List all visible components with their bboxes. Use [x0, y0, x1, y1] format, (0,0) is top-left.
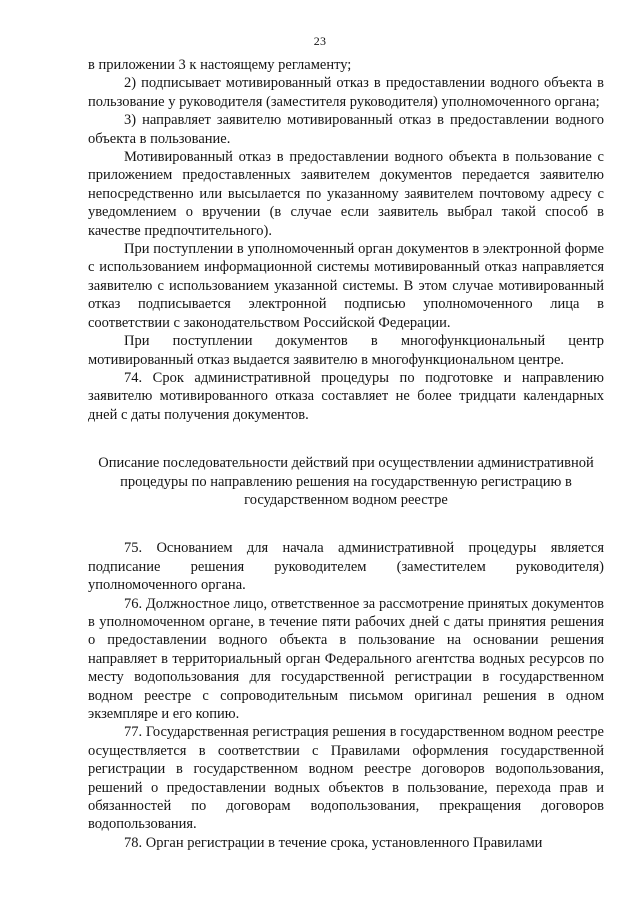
paragraph-76: 76. Должностное лицо, ответственное за рассмотрение принятых документов в уполномоченном органе, в течение пяти рабочих дней с даты принятия решения о предоставлении водного объекта в пользование на основании решения направляет в территориальный орган Федерального агентства водных ресурсов по месту водопользования для государственной регистрации в государственном водном реестре с сопроводительным письмом оригинал решения в одном экземпляре и его копию.	[88, 595, 604, 722]
page-number: 23	[313, 34, 327, 48]
paragraph-item-3: 3) направляет заявителю мотивированный отказ в предоставлении водного объекта в пользование.	[88, 112, 604, 147]
paragraph-78: 78. Орган регистрации в течение срока, установленного Правилами	[124, 834, 543, 851]
paragraph-77: 77. Государственная регистрация решения в государственном водном реестре осуществляется в соответствии с Правилами оформления государственной регистрации в государственном водном реестре договоров водопользования, решений о предоставлении водных объектов в пользование, перехода прав и обязанностей по договорам водопользования, прекращения договоров водопользования.	[88, 724, 604, 833]
paragraph-74: 74. Срок административной процедуры по подготовке и направлению заявителю мотивированного отказа составляет не более тридцати календарных дней с даты получения документов.	[88, 369, 604, 423]
paragraph-75: 75. Основанием для начала административной процедуры является подписание решения руководителем (заместителем руководителя) уполномоченного органа.	[88, 540, 604, 594]
paragraph-refusal-delivery: Мотивированный отказ в предоставлении водного объекта в пользование с приложением предоставленных заявителем документов передается заявителю непосредственно или высылается по указанному заявителем почтовому адресу с уведомлением о вручении (в случае если заявитель выбрал такой способ в качестве предпочтительного).	[88, 149, 604, 239]
paragraph-item-2: 2) подписывает мотивированный отказ в предоставлении водного объекта в пользование у руководителя (заместителя руководителя) уполномоченного органа;	[88, 75, 604, 110]
document-body	[88, 56, 604, 852]
section-heading: Описание последовательности действий при осуществлении административной процедуры по направлению решения на государственную регистрацию в государственном водном реестре	[98, 455, 594, 508]
paragraph-electronic-refusal: При поступлении в уполномоченный орган документов в электронной форме с использованием информационной системы мотивированный отказ направляется заявителю с использованием указанной системы. В этом случае мотивированный отказ подписывается электронной подписью уполномоченного лица в соответствии с законодательством Российской Федерации.	[88, 241, 604, 331]
paragraph-mfc-refusal: При поступлении документов в многофункциональный центр мотивированный отказ выдается заявителю в многофункциональном центре.	[88, 333, 604, 368]
paragraph-continuation: в приложении 3 к настоящему регламенту;	[88, 57, 352, 73]
